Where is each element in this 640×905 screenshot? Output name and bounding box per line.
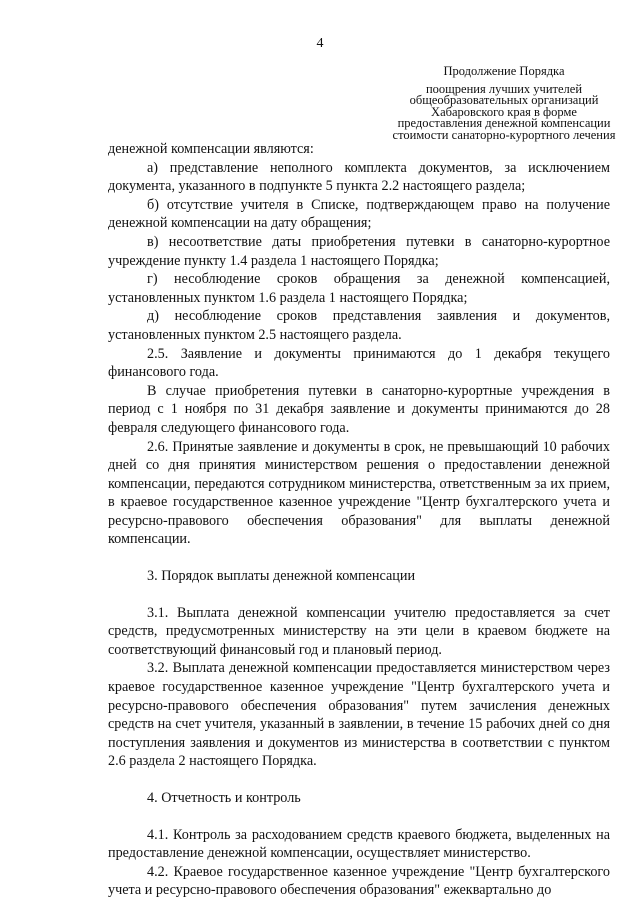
section-gap: [108, 771, 610, 789]
paragraph-4-1: 4.1. Контроль за расходованием средств краевого бюджета, выделенных на предоставление денежной компенсации, осуществляет министерство.: [108, 826, 610, 862]
section-gap: [108, 586, 610, 604]
page-number: 4: [316, 36, 324, 51]
paragraph-2-6: 2.6. Принятые заявление и документы в срок, не превышающий 10 рабочих дней со дня принятия министерством решения о предоставлении денежной компенсации, передаются сотрудником министерства, ответственным за их прием, в краевое государственное казенное учреждение "Центр бухгалтерского учета и ресурсно-правового обеспечения образования" для выплаты денежной компенсации.: [108, 438, 610, 548]
paragraph-item-v: в) несоответствие даты приобретения путевки в санаторно-курортное учреждение пункту 1.4 раздела 1 настоящего Порядка;: [108, 233, 610, 269]
document-header: [372, 66, 636, 141]
header-line: стоимости санаторно-курортного лечения: [392, 127, 616, 142]
section-gap: [108, 549, 610, 567]
paragraph-2-5: 2.5. Заявление и документы принимаются до 1 декабря текущего финансового года.: [108, 345, 610, 381]
paragraph-3-1: 3.1. Выплата денежной компенсации учителю предоставляется за счет средств, предусмотренных министерству на эти цели в краевом бюджете на соответствующий финансовый год и плановый период.: [108, 604, 610, 658]
header-line: предоставления денежной компенсации: [397, 116, 611, 130]
section-4-heading: 4. Отчетность и контроль: [147, 790, 301, 806]
header-line: Хабаровского края в форме: [431, 104, 577, 119]
section-3-heading: 3. Порядок выплаты денежной компенсации: [147, 568, 416, 585]
header-line: общеобразовательных организаций: [409, 93, 599, 107]
paragraph-2-5-continued: В случае приобретения путевки в санаторно-курортные учреждения в период с 1 ноября по 31 декабря заявление и документы принимаются до 28 февраля следующего финансового года.: [108, 382, 610, 436]
paragraph-3-2: 3.2. Выплата денежной компенсации предоставляется министерством через краевое государственное казенное учреждение "Центр бухгалтерского учета и ресурсно-правового обеспечения образования" путем зачисления денежных средств на счет учителя, указанный в заявлении, в течение 15 рабочих дней со дня поступления заявления и документов из министерства в соответствии с пунктом 2.6 раздела 2 настоящего Порядка.: [108, 660, 610, 770]
paragraph-item-b: б) отсутствие учителя в Списке, подтверждающем право на получение денежной компенсации на дату обращения;: [108, 196, 610, 232]
paragraph-item-g: г) несоблюдение сроков обращения за денежной компенсацией, установленных пунктом 1.6 раздела 1 настоящего Порядка;: [108, 271, 610, 306]
header-title: Продолжение Порядка: [443, 64, 565, 78]
paragraph-item-a: а) представление неполного комплекта документов, за исключением документа, указанного в подпункте 5 пункта 2.2 настоящего раздела;: [108, 159, 610, 195]
section-gap: [108, 808, 610, 826]
document-body: [108, 140, 610, 900]
paragraph-intro: денежной компенсации являются:: [108, 141, 314, 157]
paragraph-4-2: 4.2. Краевое государственное казенное учреждение "Центр бухгалтерского учета и ресурсно-правового обеспечения образования" ежеквартально до: [108, 863, 610, 899]
paragraph-item-d: д) несоблюдение сроков представления заявления и документов, установленных пунктом 2.5 настоящего раздела.: [108, 308, 610, 343]
header-line: поощрения лучших учителей: [425, 81, 583, 96]
